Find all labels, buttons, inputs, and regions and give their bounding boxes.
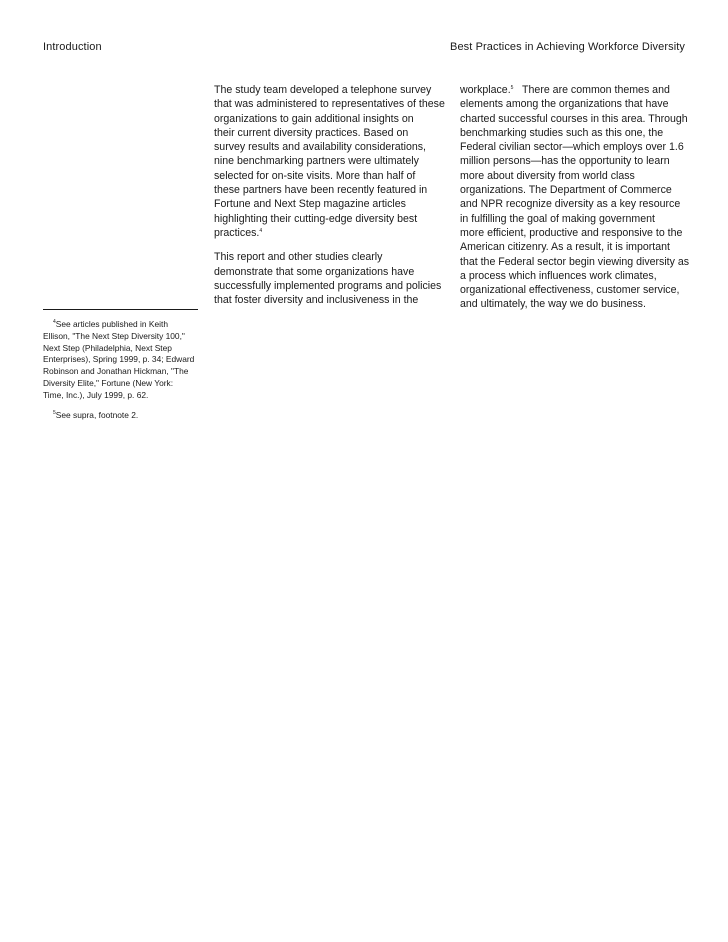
body-column-right	[460, 83, 688, 312]
running-header-section: Introduction	[43, 41, 102, 53]
footnote-gap	[43, 402, 198, 410]
footnote-text: See supra, footnote 2.	[55, 409, 139, 420]
text-line: Federal civilian sector—which employs over 1.6	[460, 141, 684, 154]
text-line: demonstrate that some organizations have	[214, 265, 415, 278]
text-line: million persons—has the opportunity to learn	[460, 155, 670, 168]
footnote-line: Next Step (Philadelphia, Next Step	[43, 342, 172, 353]
text-line: organizations. The Department of Commerce	[460, 184, 672, 197]
footnote-ref-4[interactable]: 4	[259, 227, 263, 234]
text-line: successfully implemented programs and policies	[214, 279, 442, 292]
footnote-line: Enterprises), Spring 1999, p. 34; Edward	[43, 354, 195, 365]
text-line: that foster diversity and inclusiveness in the	[214, 294, 419, 307]
text-line: a process which influences work climates,	[460, 269, 657, 282]
text-line: organizational effectiveness, customer service,	[460, 284, 680, 297]
text-line: This report and other studies clearly	[214, 251, 383, 264]
text-line: charted successful courses in this area. Through	[460, 112, 688, 125]
footnote-5	[43, 410, 198, 422]
footnote-divider	[43, 309, 198, 310]
text-line: more about diversity from world class	[460, 169, 635, 182]
text-line: that was administered to representatives of these	[214, 98, 445, 111]
footnote-ref-5[interactable]: 5	[510, 85, 514, 91]
text-line: and NPR recognize diversity as a key resource	[460, 198, 681, 211]
footnote-4	[43, 319, 198, 402]
text-line: nine benchmarking partners were ultimately	[214, 155, 419, 168]
text-line: survey results and availability considerations,	[214, 141, 426, 154]
text-line: that the Federal sector begin viewing diversity as	[460, 255, 690, 268]
text-line	[214, 226, 442, 240]
footnote-text: See articles published in Keith	[55, 319, 168, 329]
text-line: Fortune and Next Step magazine articles	[214, 198, 406, 211]
text-line-start: workplace.	[460, 84, 511, 96]
footnote-line	[43, 410, 198, 422]
text-line: organizations to gain additional insights on	[214, 112, 414, 125]
text-line: these partners have been recently featured in	[214, 184, 428, 197]
text-line: highlighting their cutting-edge diversity best	[214, 212, 418, 225]
footnotes-block	[43, 309, 198, 421]
footnote-line	[43, 319, 198, 331]
text-line: and ultimately, the way we do business.	[460, 298, 646, 311]
footnote-line: Robinson and Jonathan Hickman, "The	[43, 366, 189, 377]
text-line: The study team developed a telephone survey	[214, 84, 432, 96]
text-line: more efficient, productive and responsive to the	[460, 226, 683, 239]
footnote-line: Time, Inc.), July 1999, p. 62.	[43, 389, 149, 400]
footnote-marker-5: 5	[53, 409, 56, 416]
text-line: American citizenry. As a result, it is important	[460, 241, 670, 254]
footnote-marker-4: 4	[53, 319, 56, 325]
text-line: their current diversity practices. Based on	[214, 126, 409, 139]
text-line: selected for on-site visits. More than half of	[214, 169, 416, 182]
text-line: in fulfilling the goal of making government	[460, 212, 655, 225]
body-column-middle	[214, 83, 445, 307]
text-line-rest: There are common themes and	[513, 84, 670, 96]
paragraph-survey	[214, 83, 445, 240]
paragraph-gap	[214, 240, 442, 250]
footnote-line: Ellison, "The Next Step Diversity 100,"	[43, 330, 185, 341]
text-line: elements among the organizations that have	[460, 98, 669, 111]
footnote-line: Diversity Elite," Fortune (New York:	[43, 377, 174, 388]
text-line: benchmarking studies such as this one, the	[460, 126, 664, 139]
text-line	[460, 83, 688, 97]
running-header-title: Best Practices in Achieving Workforce Diversity	[450, 41, 685, 53]
paragraph-studies	[214, 250, 442, 307]
text-line-content: practices.	[214, 226, 260, 239]
